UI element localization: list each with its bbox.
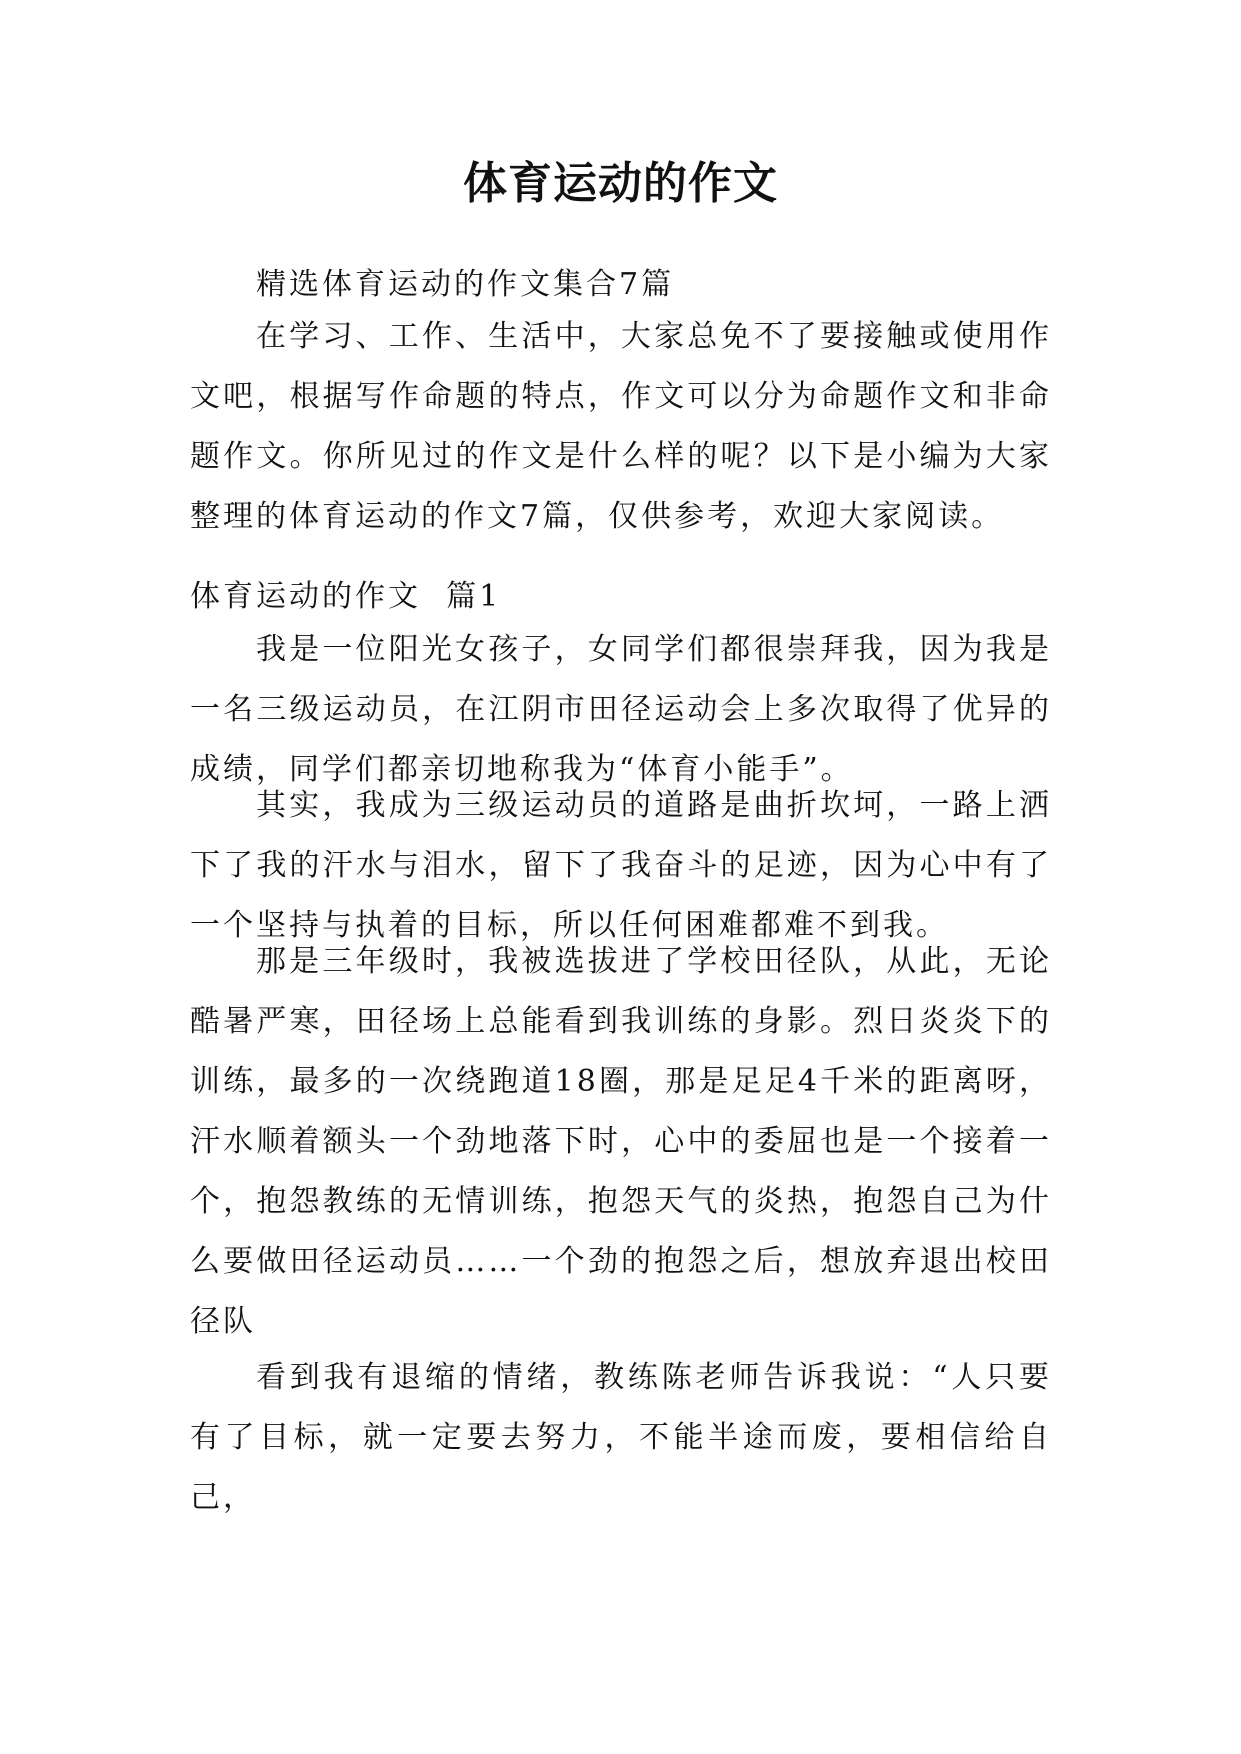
- paragraph-1: 我是一位阳光女孩子，女同学们都很崇拜我，因为我是一名三级运动员，在江阴市田径运动会上多次取得了优异的成绩，同学们都亲切地称我为“体育小能手”。: [190, 632, 1052, 787]
- section-heading: 体育运动的作文 篇1: [190, 579, 502, 614]
- paragraph-2: 其实，我成为三级运动员的道路是曲折坎坷，一路上洒下了我的汗水与泪水，留下了我奋斗的足迹，因为心中有了一个坚持与执着的目标，所以任何困难都难不到我。: [190, 788, 1052, 943]
- document-title: 体育运动的作文: [463, 158, 778, 209]
- paragraph-4: 看到我有退缩的情绪，教练陈老师告诉我说：“人只要有了目标，就一定要去努力，不能半途而废，要相信给自己，: [190, 1360, 1052, 1515]
- subtitle-line: 精选体育运动的作文集合7篇: [256, 267, 675, 302]
- intro-paragraph: 在学习、工作、生活中，大家总免不了要接触或使用作文吧，根据写作命题的特点，作文可以分为命题作文和非命题作文。你所见过的作文是什么样的呢？以下是小编为大家整理的体育运动的作文7篇，仅供参考，欢迎大家阅读。: [190, 319, 1052, 534]
- paragraph-3: 那是三年级时，我被选拔进了学校田径队，从此，无论酷暑严寒，田径场上总能看到我训练的身影。烈日炎炎下的训练，最多的一次绕跑道18圈，那是足足4千米的距离呀，汗水顺着额头一个劲地落下时，心中的委屈也是一个接着一个，抱怨教练的无情训练，抱怨天气的炎热，抱怨自己为什么要做田径运动员……一个劲的抱怨之后，想放弃退出校田径队: [190, 944, 1052, 1339]
